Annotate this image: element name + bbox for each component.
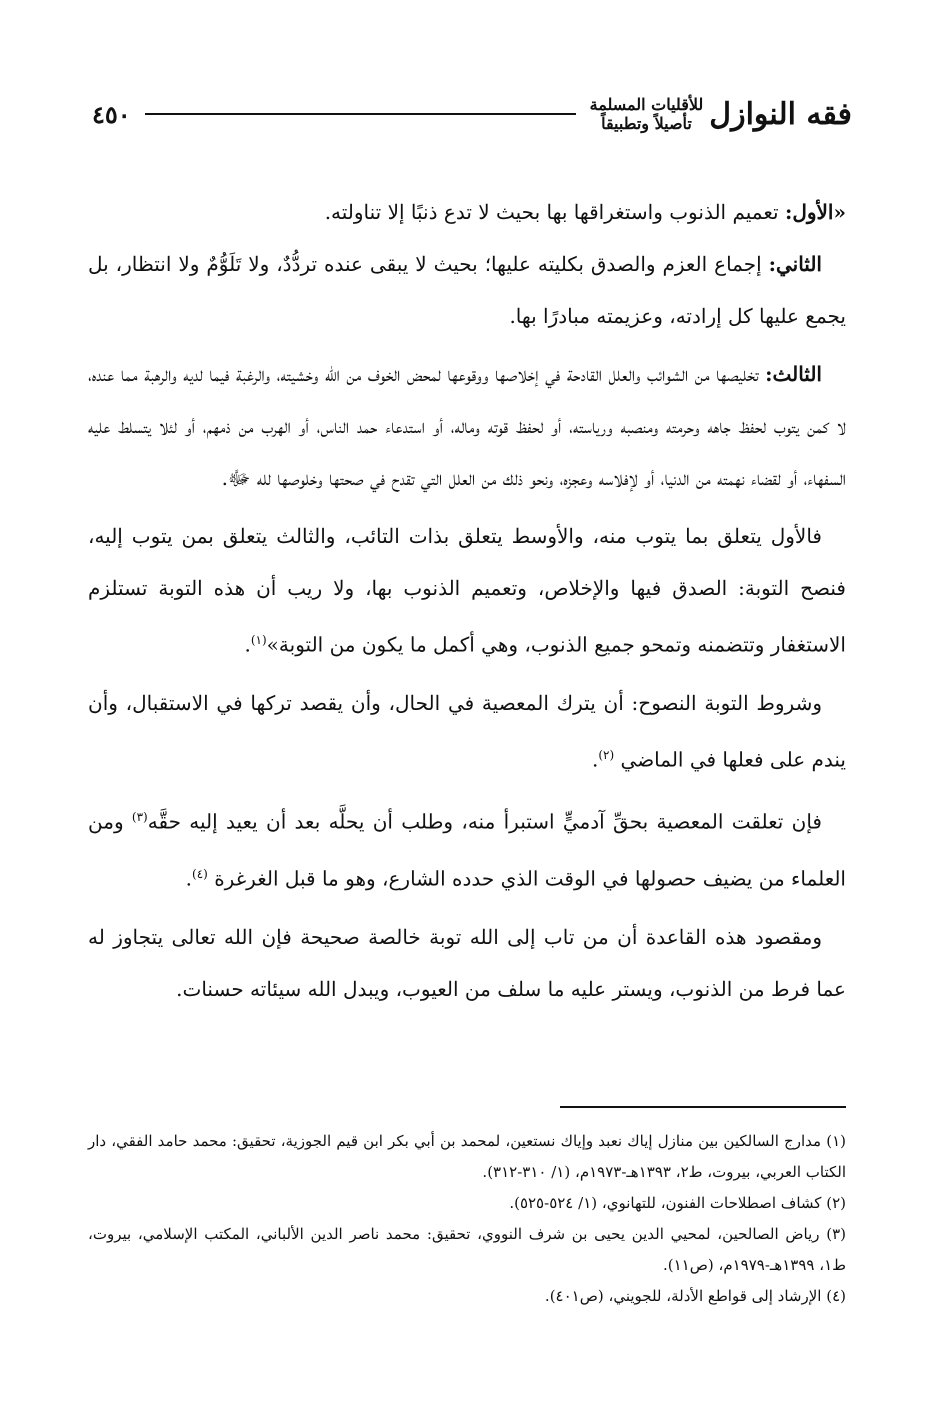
book-title-subtitle: تأصيلاً وتطبيقاً	[601, 114, 692, 133]
book-title-main: فقه النوازل	[709, 96, 852, 132]
paragraph-text: إجماع العزم والصدق بكليته عليها؛ بحيث لا يبقى عنده تردُّدٌ، ولا تَلَوُّمٌ ولا انتظار، بل يجمع عليها كل إرادته، وعزيمته مبادرًا بها.	[88, 252, 846, 328]
paragraph-summary	[88, 510, 846, 671]
paragraph-third	[88, 348, 846, 504]
paragraph-lead: الثالث:	[765, 362, 822, 386]
paragraph-text: تعميم الذنوب واستغراقها بها بحيث لا تدع ذنبًا إلا تناولته.	[324, 200, 785, 224]
footnote-ref[interactable]: (٢)	[598, 747, 615, 762]
book-title-side	[590, 95, 704, 133]
paragraph-rights	[88, 791, 846, 904]
book-title	[709, 97, 852, 132]
paragraph-second	[88, 238, 846, 342]
running-header	[92, 78, 852, 150]
main-text	[88, 186, 846, 1015]
footnote-item: (٢) كشاف اصطلاحات الفنون، للتهانوي، (١/ ٥٢٤-٥٢٥).	[509, 1194, 846, 1212]
page-number: ٤٥٠	[92, 99, 131, 129]
paragraph-tail: .	[185, 866, 193, 891]
paragraph-conditions	[88, 677, 846, 786]
header-rule	[145, 113, 576, 115]
paragraph-text: ومقصود هذه القاعدة أن من تاب إلى الله توبة خالصة صحيحة فإن الله تعالى يتجاوز له عما فرط من الذنوب، ويستر عليه ما سلف من العيوب، ويبدل الله سيئاته حسنات.	[88, 924, 846, 1001]
footnote-item: (٤) الإرشاد إلى قواطع الأدلة، للجويني، (ص٤٠١).	[544, 1287, 846, 1305]
footnote-item: (١) مدارج السالكين بين منازل إياك نعبد وإياك نستعين، لمحمد بن أبي بكر ابن قيم الجوزية، تحقيق: محمد حامد الفقي، دار الكتاب العربي، بيروت، ط٢، ١٣٩٣هـ-١٩٧٣م، (١/ ٣١٠-٣١٢).	[88, 1132, 846, 1181]
footnote-separator	[560, 1106, 846, 1108]
paragraph-text: تخليصها من الشوائب والعلل القادحة في إخلاصها ووقوعها لمحض الخوف من الله وخشيته، والرغبة فيما لديه والرهبة مما عنده، لا كمن يتوب لحفظ جاهه وحرمته ومنصبه ورياسته، أو لحفظ قوته وماله، أو استدعاء حمد الناس، أو الهرب من ذمهم، أو لئلا يتسلط عليه السفهاء، أو لقضاء نهمته من الدنيا، أو لإفلاسه وعجزه، ونحو ذلك من العلل التي تقدح في صحتها وخلوصها لله ﷻ.	[88, 362, 846, 490]
footnote-item: (٣) رياض الصالحين، لمحيي الدين يحيى بن شرف النووي، تحقيق: محمد ناصر الدين الألباني، المكتب الإسلامي، بيروت، ط١، ١٣٩٩هـ-١٩٧٩م، (ص١١).	[88, 1225, 846, 1274]
book-title-side-text: للأقليات المسلمة	[589, 94, 704, 114]
paragraph-tail: ومن العلماء من يضيف حصولها في الوقت الذي حدده الشارع، وهو ما قبل الغرغرة	[88, 809, 846, 891]
paragraph-first	[88, 186, 846, 238]
footnote-ref[interactable]: (٤)	[192, 866, 208, 881]
footnote-ref[interactable]: (١)	[250, 633, 267, 647]
footnotes	[88, 1126, 846, 1312]
paragraph-purpose	[88, 911, 846, 1015]
paragraph-text: وشروط التوبة النصوح: أن يترك المعصية في الحال، وأن يقصد تركها في الاستقبال، وأن يندم على فعلها في الماضي	[88, 690, 846, 772]
paragraph-tail: .	[244, 632, 251, 657]
paragraph-lead: «الأول:	[784, 200, 846, 224]
paragraph-text: فإن تعلقت المعصية بحقِّ آدميٍّ استبرأ منه، وطلب أن يحلَّه بعد أن يعيد إليه حقَّه	[147, 809, 822, 834]
paragraph-lead: الثاني:	[768, 252, 822, 276]
paragraph-tail: .	[591, 747, 599, 772]
footnote-ref[interactable]: (٣)	[131, 810, 148, 825]
paragraph-text: فالأول يتعلق بما يتوب منه، والأوسط يتعلق بذات التائب، والثالث يتعلق بمن يتوب إليه، فنصح التوبة: الصدق فيها والإخلاص، وتعميم الذنوب بها، ولا ريب أن هذه التوبة تستلزم الاستغفار وتتضمنه وتمحو جميع الذنوب، وهي أكمل ما يكون من التوبة»	[88, 524, 846, 657]
